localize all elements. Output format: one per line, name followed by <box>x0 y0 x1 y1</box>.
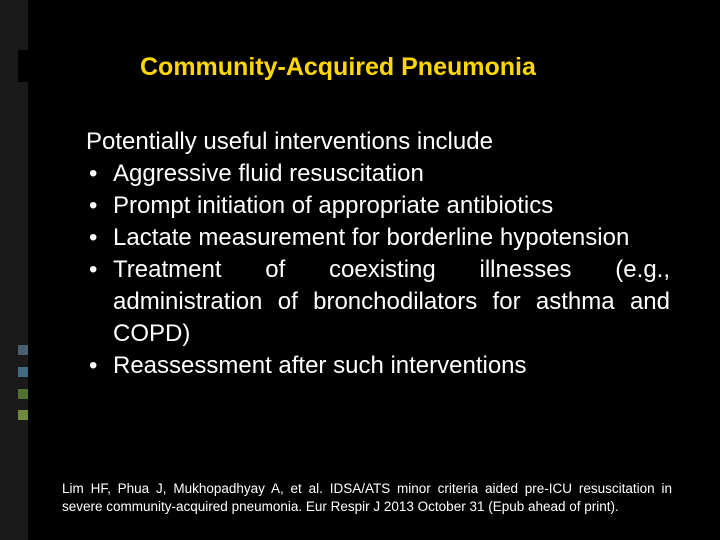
bullet-text: Prompt initiation of appropriate antibiotics <box>113 192 554 219</box>
decorative-block-blue-2 <box>18 367 28 377</box>
reference-citation: Lim HF, Phua J, Mukhopadhyay A, et al. IDSA/ATS minor criteria aided pre-ICU resuscitation in severe community-acquired pneumonia. Eur Respir J 2013 October 31 (Epub ahead of print). <box>62 481 672 514</box>
bullet-text: Lactate measurement for borderline hypotension <box>113 224 630 251</box>
bullet-icon: • <box>89 224 98 251</box>
bullet-text: Treatment of coexisting illnesses (e.g., administration of bronchodilators for asthma and COPD) <box>113 256 670 347</box>
bullet-item <box>86 190 670 222</box>
bullet-text: Aggressive fluid resuscitation <box>113 160 424 187</box>
bullet-item <box>86 254 670 350</box>
intro-text: Potentially useful interventions include <box>86 128 493 155</box>
decorative-block-green-2 <box>18 410 28 420</box>
bullet-icon: • <box>89 192 98 219</box>
bullet-icon: • <box>89 352 98 379</box>
bullet-item <box>86 222 670 254</box>
bullet-item <box>86 158 670 190</box>
bullet-icon: • <box>89 256 98 283</box>
bullet-icon: • <box>89 160 98 187</box>
slide-body <box>86 126 670 382</box>
bullet-list <box>86 158 670 382</box>
bullet-text: Reassessment after such interventions <box>113 352 527 379</box>
bullet-item <box>86 350 670 382</box>
decorative-block-green-1 <box>18 389 28 399</box>
decorative-block-blue-1 <box>18 345 28 355</box>
decorative-block-black <box>18 50 28 82</box>
slide-title: Community-Acquired Pneumonia <box>140 53 536 81</box>
